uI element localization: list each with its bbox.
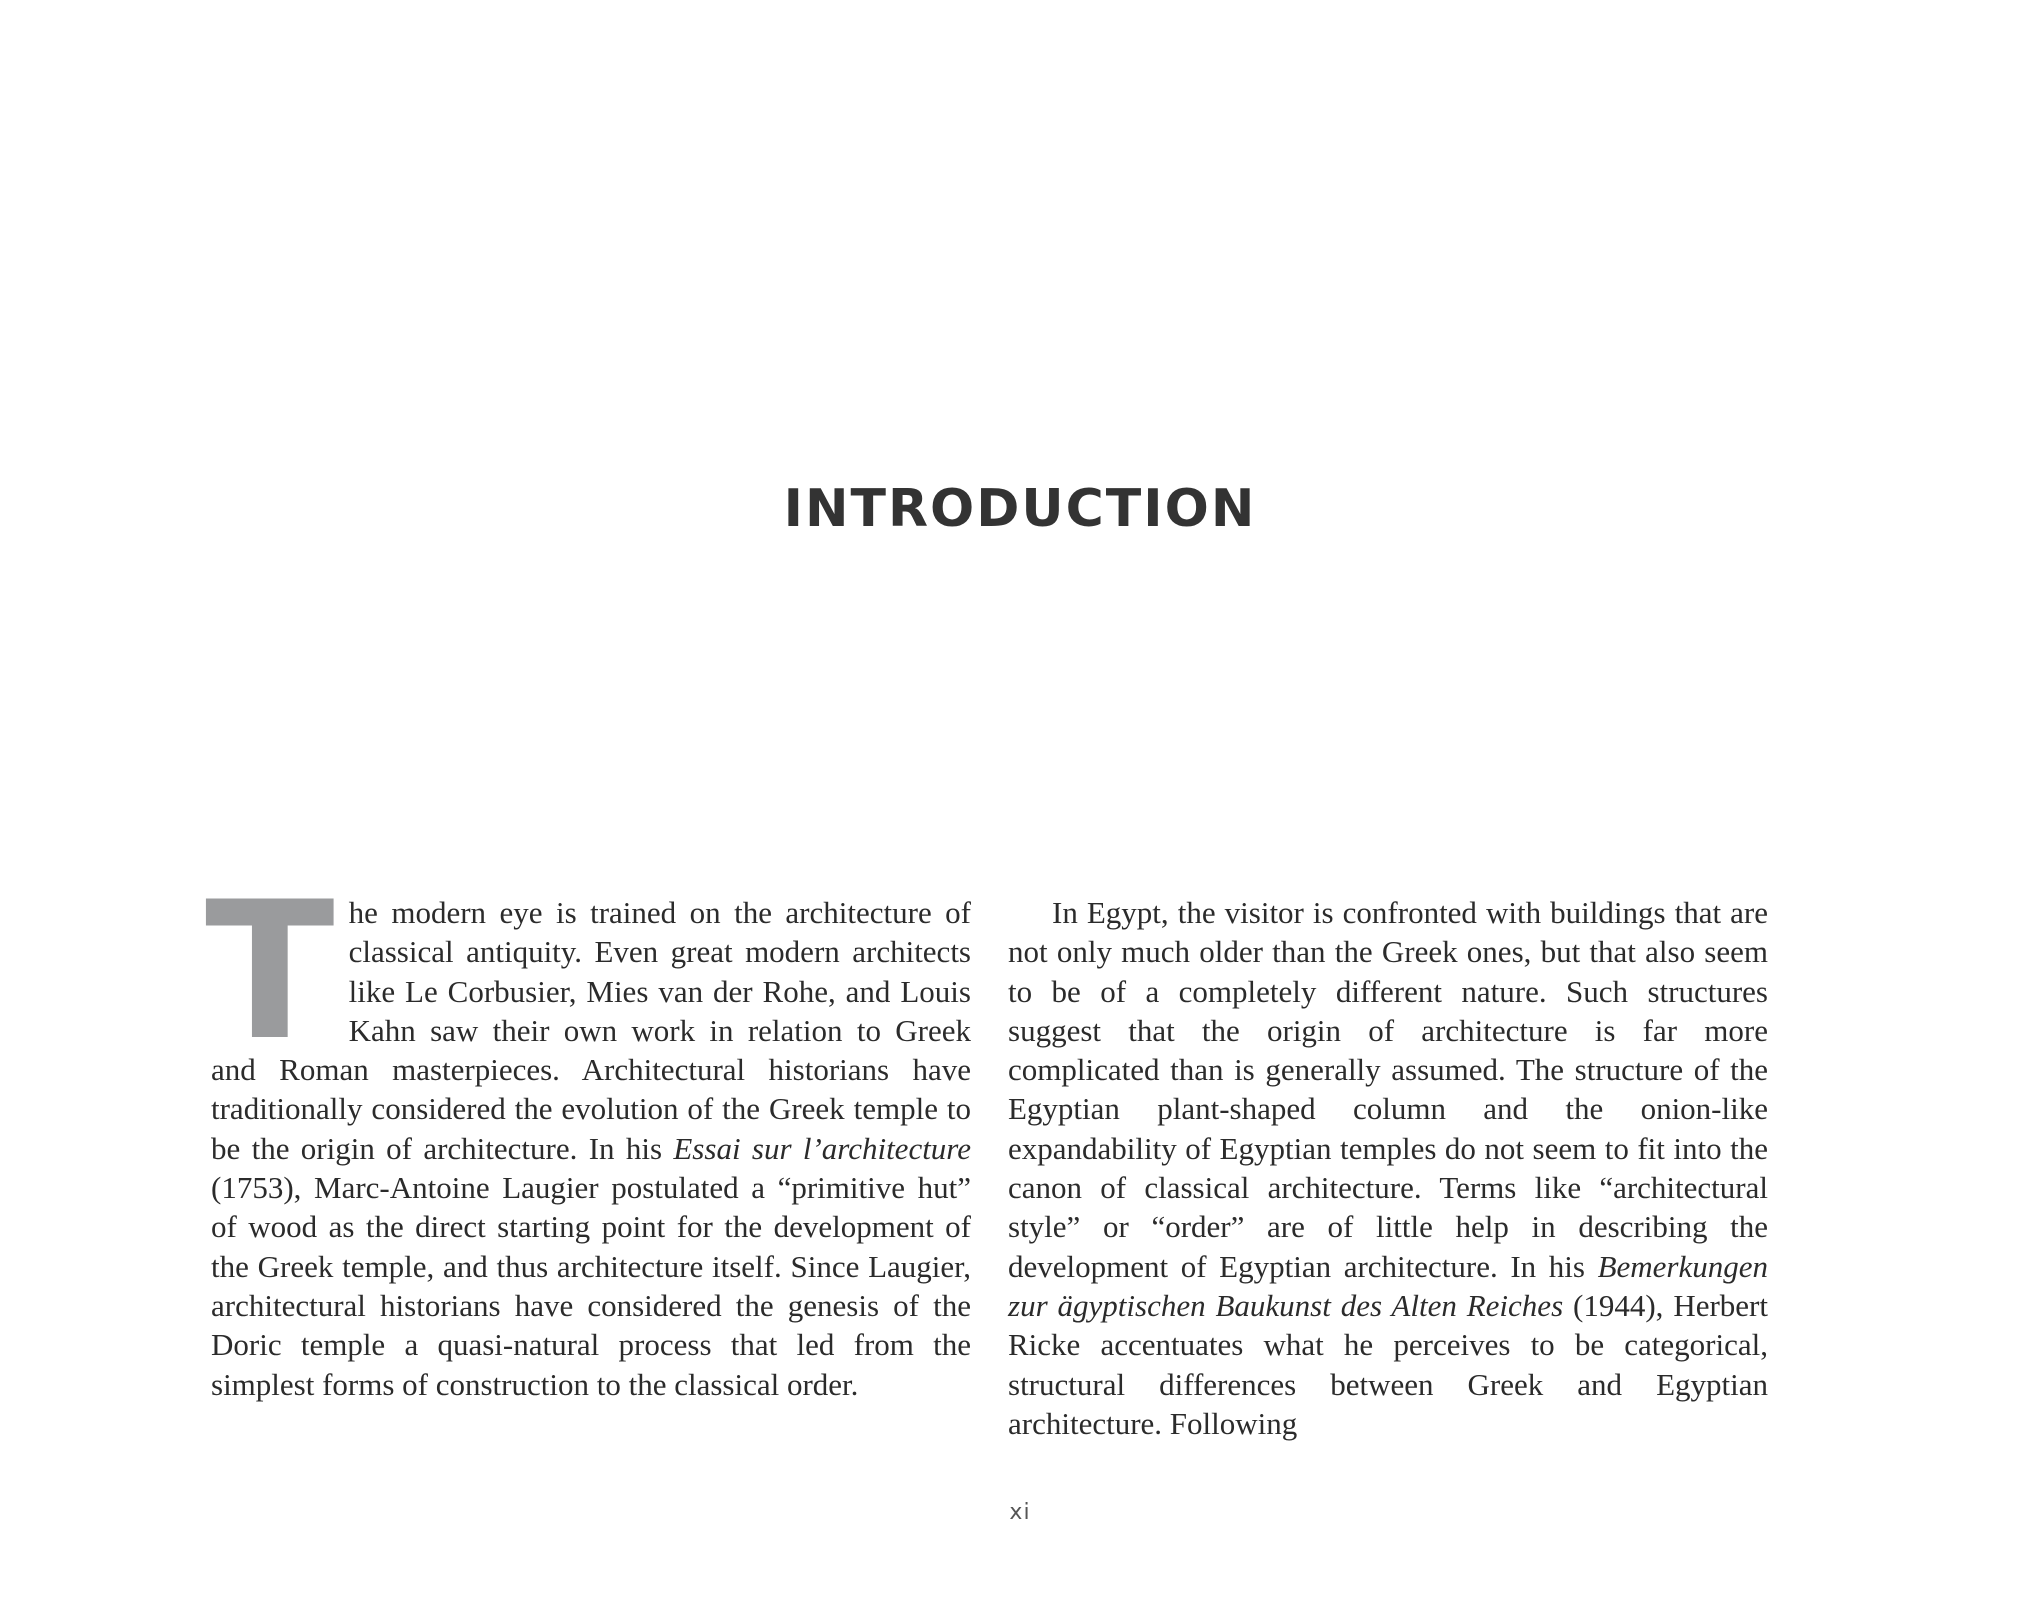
left-column [205, 861, 971, 1404]
right-column [1008, 893, 1768, 1443]
paragraph-1 [205, 861, 971, 1404]
paragraph-1-italic-title: Essai sur l’architecture [673, 1130, 971, 1166]
page-number: xi [1009, 1500, 1031, 1525]
drop-cap: T [205, 861, 335, 1082]
paragraph-2-text-a: In Egypt, the visitor is confronted with buildings that are not only much older than the Greek ones, but that also seem to be of a completely different nature. Such structures suggest that the origin of architecture is far more complicated than is generally assumed. The structure of the Egyptian plant-shaped column and the onion-like expandability of Egyptian temples do not seem to fit into the canon of classical architecture. Terms like “architectural style” or “order” are of little help in describing the development of Egyptian architecture. In his [1008, 895, 1768, 1284]
paragraph-2-text-b: (1944), Herbert Ricke accentuates what he perceives to be categorical, structural differences between Greek and Egyptian architecture. Following [1008, 1287, 1768, 1441]
paragraph-2 [1008, 893, 1768, 1443]
paragraph-1-text-a: he modern eye is trained on the architecture of classical antiquity. Even great modern architects like Le Corbusier, Mies van der Rohe, and Louis Kahn saw their own work in relation to Greek and Roman masterpieces. Architectural historians have traditionally considered the evolution of the Greek temple to be the origin of architecture. In his [211, 895, 971, 1166]
page-title: INTRODUCTION [783, 479, 1257, 539]
paragraph-1-text-b: (1753), Marc-Antoine Laugier postulated a “primitive hut” of wood as the direct starting point for the development of the Greek temple, and thus architecture itself. Since Laugier, architectural historians have considered the genesis of the Doric temple a quasi-natural process that led from the simplest forms of construction to the classical order. [211, 1170, 971, 1402]
paragraph-2-italic-title: Bemerkungen zur ägyptischen Baukunst des Alten Reiches [1008, 1248, 1768, 1323]
